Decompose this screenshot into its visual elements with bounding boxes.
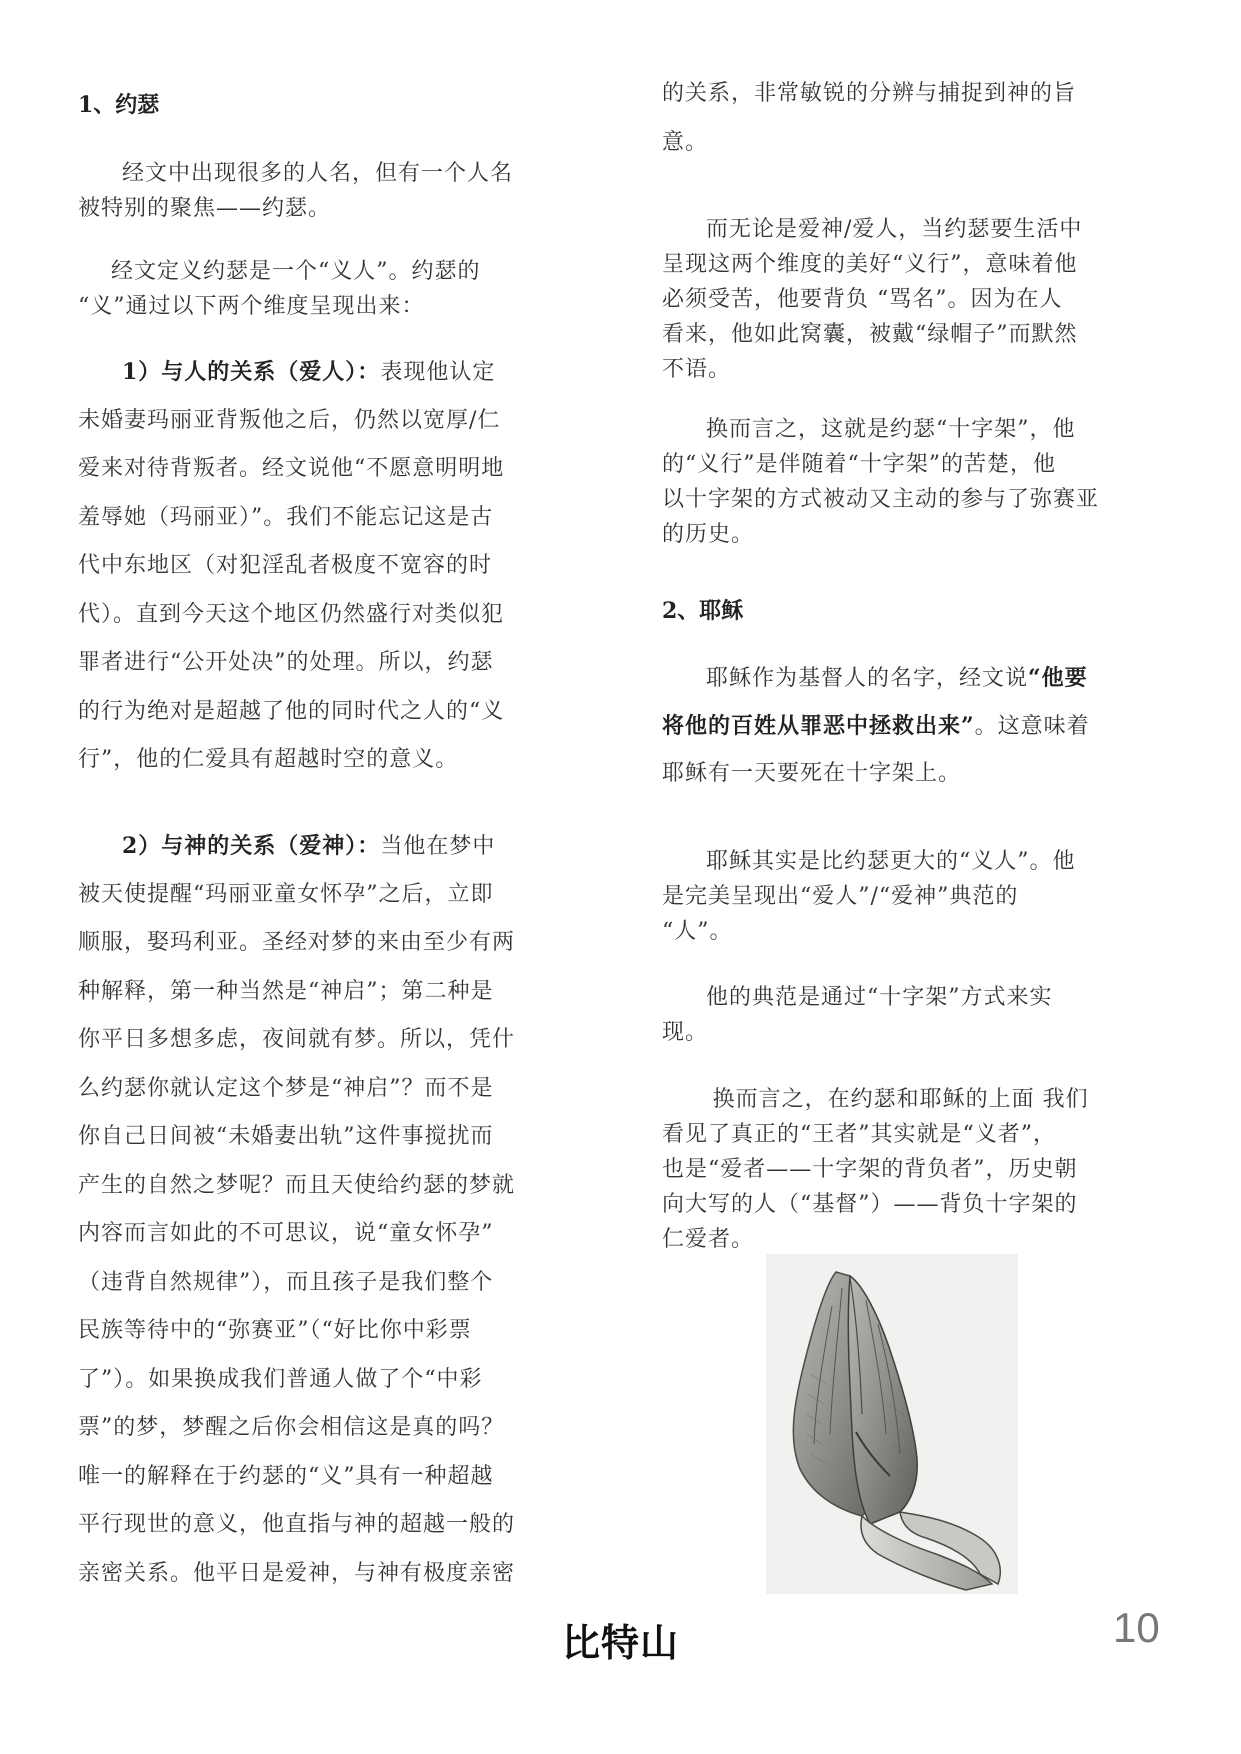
- paragraph: 的关系，非常敏锐的分辨与捕捉到神的旨 意。: [662, 81, 1077, 155]
- section-heading-joseph: 1、约瑟: [78, 92, 160, 118]
- subheading: 2）与神的关系（爱神）：: [122, 833, 381, 859]
- praying-hands-illustration: [766, 1254, 1018, 1594]
- paragraph-love-people: 1）与人的关系（爱人）：表现他认定 未婚妻玛丽亚背叛他之后，仍然以宽厚/仁 爱来对待背叛者。经文说他“不愿意明明地 羞辱她（玛丽亚）”。我们不能忘记这是古 代中东地区（对犯淫乱者极度不宽容的时 代）。直到今天这个地区仍然盛行对类似犯 罪者进行“公开处决”的处理。所以，约瑟 的行为绝对是超越了他的同时代之人的“义 行”，他的仁爱具有超越时空的意义。: [78, 359, 505, 772]
- subheading: 1）与人的关系（爱人）：: [122, 359, 381, 385]
- paragraph: 经文定义约瑟是一个“义人”。约瑟的 “义”通过以下两个维度呈现出来：: [78, 259, 481, 319]
- paragraph: 耶稣其实是比约瑟更大的“义人”。他 是完美呈现出“爱人”/“爱神”典范的 “人”。: [662, 849, 1076, 944]
- page-number: 10: [1113, 1604, 1160, 1651]
- praying-hands-icon: [766, 1254, 1018, 1594]
- paragraph: 换而言之，这就是约瑟“十字架”，他 的“义行”是伴随着“十字架”的苦楚，他 以十字架的方式被动又主动的参与了弥赛亚 的历史。: [662, 417, 1100, 547]
- paragraph: 换而言之，在约瑟和耶稣的上面 我们 看见了真正的“王者”其实就是“义者”， 也是“爱者——十字架的背负者”，历史朝 向大写的人（“基督”）——背负十字架的 仁爱者。: [662, 1087, 1089, 1252]
- paragraph-love-god: 2）与神的关系（爱神）：当他在梦中 被天使提醒“玛丽亚童女怀孕”之后，立即 顺服，娶玛利亚。圣经对梦的来由至少有两 种解释，第一种当然是“神启”；第二种是 你平日多想多虑，夜间就有梦。所以，凭什 么约瑟你就认定这个梦是“神启”？而不是 你自己日间被“未婚妻出轨”这件事搅扰而 产生的自然之梦呢？而且天使给约瑟的梦就 内容而言如此的不可思议，说“童女怀孕” （违背自然规律”），而且孩子是我们整个 民族等待中的“弥赛亚”（“好比你中彩票 了”）。如果换成我们普通人做了个“中彩 票”的梦，梦醒之后你会相信这是真的吗？ 唯一的解释在于约瑟的“义”具有一种超越 平行现世的意义，他直指与神的超越一般的 亲密关系。他平日是爱神，与神有极度亲密: [78, 833, 516, 1586]
- paragraph: 而无论是爱神/爱人，当约瑟要生活中 呈现这两个维度的美好“义行”，意味着他 必须受苦，他要背负 “骂名”。因为在人 看来，他如此窝囊，被戴“绿帽子”而默然 不语。: [662, 217, 1083, 382]
- publication-logo: 比特山: [562, 1621, 680, 1665]
- paragraph: 他的典范是通过“十字架”方式来实 现。: [662, 985, 1053, 1045]
- section-heading-jesus: 2、耶稣: [662, 598, 744, 624]
- paragraph: 耶稣作为基督人的名字，经文说“他要 将他的百姓从罪恶中拯救出来”。这意味着 耶稣有一天要死在十字架上。: [662, 665, 1090, 786]
- paragraph: 经文中出现很多的人名，但有一个人名 被特别的聚焦——约瑟。: [78, 161, 514, 221]
